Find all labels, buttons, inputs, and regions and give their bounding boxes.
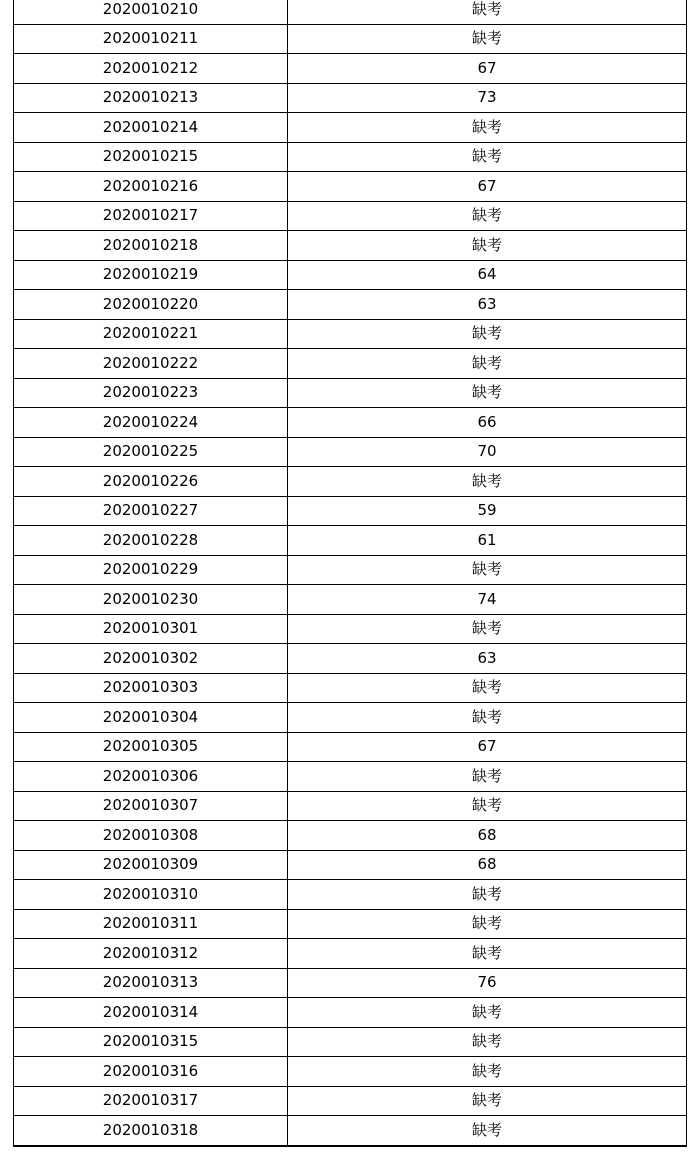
candidate-id-cell: 2020010309 [14,850,288,880]
score-cell: 67 [288,172,687,202]
score-cell: 缺考 [288,319,687,349]
candidate-id-cell: 2020010307 [14,791,288,821]
table-row [14,939,687,969]
score-cell: 缺考 [288,555,687,585]
score-cell: 缺考 [288,1057,687,1087]
score-cell: 76 [288,968,687,998]
table-row [14,290,687,320]
table-row [14,909,687,939]
table-row [14,644,687,674]
table-row [14,437,687,467]
table-row [14,614,687,644]
table-row [14,172,687,202]
candidate-id-cell: 2020010215 [14,142,288,172]
score-cell: 61 [288,526,687,556]
candidate-id-cell: 2020010304 [14,703,288,733]
candidate-id-cell: 2020010230 [14,585,288,615]
score-cell: 缺考 [288,349,687,379]
score-cell: 缺考 [288,998,687,1028]
candidate-id-cell: 2020010224 [14,408,288,438]
score-cell: 缺考 [288,939,687,969]
candidate-id-cell: 2020010216 [14,172,288,202]
table-row [14,319,687,349]
candidate-id-cell: 2020010317 [14,1086,288,1116]
score-cell: 63 [288,644,687,674]
score-cell: 缺考 [288,24,687,54]
table-row [14,998,687,1028]
score-cell: 缺考 [288,0,687,24]
candidate-id-cell: 2020010218 [14,231,288,261]
score-cell: 缺考 [288,880,687,910]
score-table [13,0,687,1147]
candidate-id-cell: 2020010219 [14,260,288,290]
table-row [14,349,687,379]
candidate-id-cell: 2020010303 [14,673,288,703]
candidate-id-cell: 2020010214 [14,113,288,143]
table-row [14,1057,687,1087]
table-row [14,791,687,821]
table-row [14,526,687,556]
table-row [14,555,687,585]
score-cell: 缺考 [288,703,687,733]
score-cell: 68 [288,850,687,880]
candidate-id-cell: 2020010226 [14,467,288,497]
candidate-id-cell: 2020010221 [14,319,288,349]
score-cell: 67 [288,732,687,762]
table-row [14,54,687,84]
score-cell: 缺考 [288,614,687,644]
score-cell: 缺考 [288,1086,687,1116]
table-row [14,732,687,762]
score-cell: 74 [288,585,687,615]
table-row [14,1086,687,1116]
table-row [14,0,687,24]
table-row [14,467,687,497]
table-row [14,1027,687,1057]
score-cell: 缺考 [288,909,687,939]
candidate-id-cell: 2020010229 [14,555,288,585]
score-cell: 缺考 [288,231,687,261]
candidate-id-cell: 2020010228 [14,526,288,556]
score-cell: 缺考 [288,467,687,497]
score-cell: 缺考 [288,201,687,231]
score-cell: 缺考 [288,1027,687,1057]
score-cell: 缺考 [288,673,687,703]
candidate-id-cell: 2020010302 [14,644,288,674]
table-row [14,408,687,438]
table-row [14,880,687,910]
candidate-id-cell: 2020010318 [14,1116,288,1146]
candidate-id-cell: 2020010211 [14,24,288,54]
table-row [14,703,687,733]
candidate-id-cell: 2020010212 [14,54,288,84]
candidate-id-cell: 2020010222 [14,349,288,379]
candidate-id-cell: 2020010210 [14,0,288,24]
score-table-body [14,0,687,1146]
candidate-id-cell: 2020010315 [14,1027,288,1057]
score-cell: 59 [288,496,687,526]
candidate-id-cell: 2020010306 [14,762,288,792]
score-cell: 缺考 [288,762,687,792]
table-row [14,821,687,851]
candidate-id-cell: 2020010316 [14,1057,288,1087]
candidate-id-cell: 2020010220 [14,290,288,320]
table-row [14,142,687,172]
table-row [14,113,687,143]
candidate-id-cell: 2020010312 [14,939,288,969]
table-row [14,968,687,998]
candidate-id-cell: 2020010213 [14,83,288,113]
table-row [14,83,687,113]
candidate-id-cell: 2020010301 [14,614,288,644]
score-cell: 66 [288,408,687,438]
score-cell: 缺考 [288,1116,687,1146]
table-row [14,260,687,290]
score-cell: 缺考 [288,113,687,143]
score-cell: 73 [288,83,687,113]
score-cell: 64 [288,260,687,290]
score-cell: 68 [288,821,687,851]
score-cell: 63 [288,290,687,320]
candidate-id-cell: 2020010217 [14,201,288,231]
score-cell: 缺考 [288,142,687,172]
candidate-id-cell: 2020010225 [14,437,288,467]
score-cell: 70 [288,437,687,467]
table-row [14,850,687,880]
table-row [14,1116,687,1146]
table-row [14,496,687,526]
table-row [14,762,687,792]
candidate-id-cell: 2020010313 [14,968,288,998]
score-cell: 67 [288,54,687,84]
score-cell: 缺考 [288,378,687,408]
candidate-id-cell: 2020010305 [14,732,288,762]
candidate-id-cell: 2020010308 [14,821,288,851]
candidate-id-cell: 2020010223 [14,378,288,408]
candidate-id-cell: 2020010227 [14,496,288,526]
table-row [14,201,687,231]
candidate-id-cell: 2020010314 [14,998,288,1028]
table-row [14,231,687,261]
candidate-id-cell: 2020010311 [14,909,288,939]
table-row [14,673,687,703]
table-row [14,24,687,54]
candidate-id-cell: 2020010310 [14,880,288,910]
table-row [14,585,687,615]
score-cell: 缺考 [288,791,687,821]
table-row [14,378,687,408]
